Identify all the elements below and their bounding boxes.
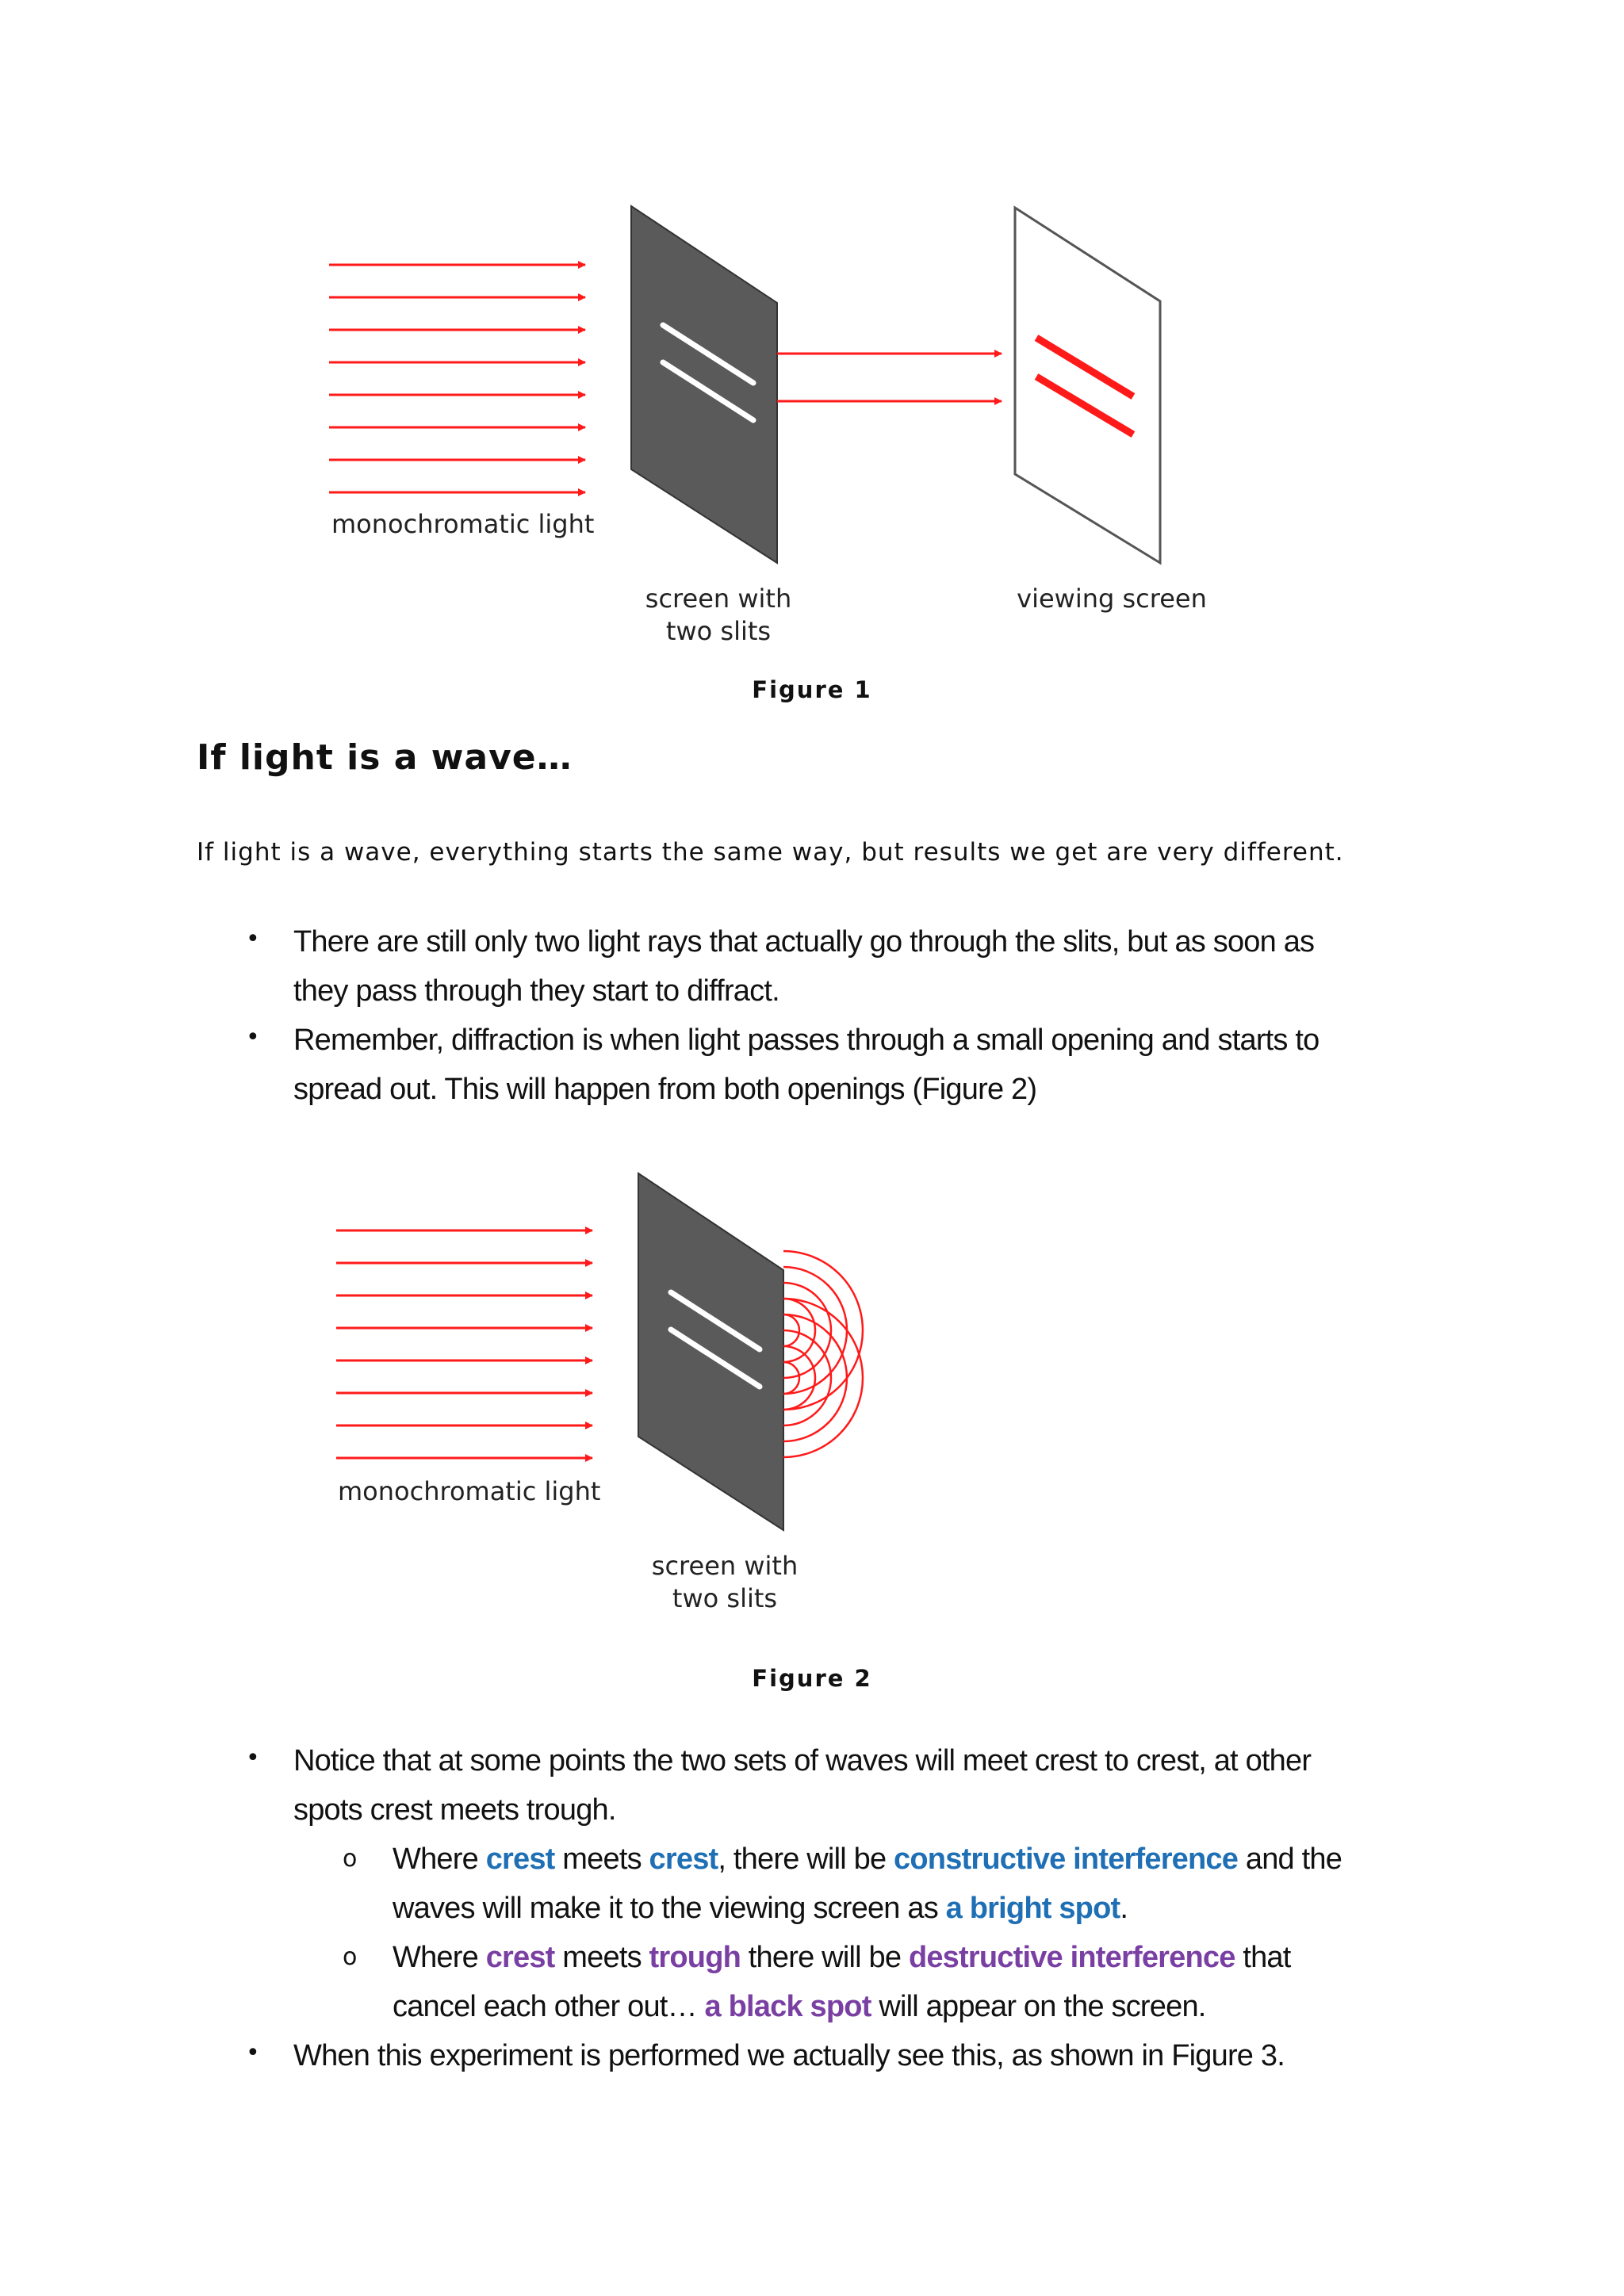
bullet-line: Notice that at some points the two sets of waves will meet crest to crest, at other xyxy=(293,1744,1312,1777)
incoming-light-rays xyxy=(329,265,585,492)
figure-1-caption: Figure 1 xyxy=(752,676,872,703)
bullet-item-experiment xyxy=(293,2031,1443,2080)
figure-2-diagram xyxy=(301,1158,936,1633)
bullet-marker: • xyxy=(246,925,260,953)
term-constructive-interference: constructive interference xyxy=(894,1843,1239,1876)
figure-1-diagram xyxy=(301,190,1253,666)
sub-item-destructive xyxy=(393,1933,1487,2031)
label-screen-with: screen with xyxy=(651,1551,799,1581)
bullet-line: When this experiment is performed we actually see this, as shown in Figure 3. xyxy=(293,2039,1285,2072)
bullet-item-interference xyxy=(293,1736,1443,1835)
bullet-line: spots crest meets trough. xyxy=(293,1793,616,1827)
term-black-spot: a black spot xyxy=(704,1990,871,2023)
sub-item-constructive xyxy=(393,1835,1487,1933)
bullet-line: they pass through they start to diffract. xyxy=(293,974,779,1008)
sub-line: Where crest meets crest, there will be constructive interference and the xyxy=(393,1843,1342,1876)
transmitted-rays xyxy=(777,354,1002,401)
label-monochromatic-light: monochromatic light xyxy=(331,509,595,539)
sub-line: waves will make it to the viewing screen as a bright spot. xyxy=(393,1892,1128,1925)
incoming-light-rays xyxy=(336,1230,592,1458)
section-heading: If light is a wave… xyxy=(197,737,573,778)
bullet-line: spread out. This will happen from both openings (Figure 2) xyxy=(293,1073,1037,1106)
bullet-line: Remember, diffraction is when light passes through a small opening and starts to xyxy=(293,1024,1320,1057)
label-two-slits: two slits xyxy=(672,1583,778,1613)
intro-paragraph: If light is a wave, everything starts the same way, but results we get are very different. xyxy=(197,838,1344,867)
bullet-item-rays xyxy=(293,917,1443,1016)
sub-line: Where crest meets trough there will be destructive interference that xyxy=(393,1941,1291,1974)
label-screen-with: screen with xyxy=(645,584,792,614)
figure-2-caption: Figure 2 xyxy=(752,1665,872,1692)
viewing-screen xyxy=(1015,208,1160,563)
double-slit-screen xyxy=(638,1173,783,1530)
label-monochromatic-light: monochromatic light xyxy=(338,1476,601,1506)
sub-bullet-marker: o xyxy=(343,1943,358,1971)
label-viewing-screen: viewing screen xyxy=(1017,584,1207,614)
diffracted-wavefronts xyxy=(783,1251,863,1457)
bullet-marker: • xyxy=(246,2039,260,2067)
sub-bullet-marker: o xyxy=(343,1845,358,1873)
sub-line: cancel each other out… a black spot will appear on the screen. xyxy=(393,1990,1206,2023)
bullet-marker: • xyxy=(246,1744,260,1772)
term-bright-spot: a bright spot xyxy=(945,1892,1120,1925)
bullet-item-diffraction xyxy=(293,1016,1443,1114)
label-two-slits: two slits xyxy=(665,616,772,646)
bullet-line: There are still only two light rays that actually go through the slits, but as soon as xyxy=(293,925,1315,959)
bullet-marker: • xyxy=(246,1024,260,1051)
term-destructive-interference: destructive interference xyxy=(908,1941,1235,1974)
